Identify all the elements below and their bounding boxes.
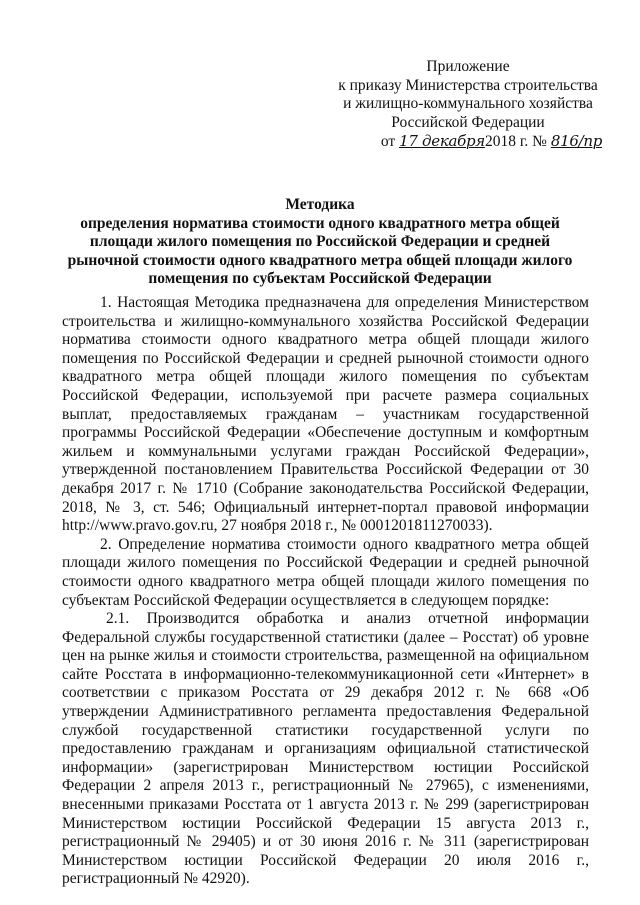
paragraph-1: 1. Настоящая Методика предназначена для определения Министерством строительства и жилищно-коммунального хозяйства Российской Федерации норматива стоимости одного квадратного метра общей площади жилого помещения по Российской Федерации и средней рыночной стоимости одного квадратного метра общей площади жилого помещения по субъектам Российской Федерации, используемой при расчете размера социальных выплат, предоставляемых гражданам – участникам государственной программы Российской Федерации «Обеспечение доступным и комфортным жильем и коммунальными услугами граждан Российской Федерации», утвержденной постановлением Правительства Российской Федерации от 30 декабря 2017 г. № 1710 (Собрание законодательства Российской Федерации, 2018, № 3, ст. 546; Официальный интернет-портал правовой информации http://www.pravo.gov.ru, 27 ноября 2018 г., № 0001201811270033). xyxy=(62,294,589,535)
annex-header xyxy=(318,58,618,152)
number-prefix: № xyxy=(532,133,547,151)
paragraph-2-1: 2.1. Производится обработка и анализ отчетной информации Федеральной службы государственной статистики (далее – Росстат) об уровне цен на рынке жилья и стоимости строительства, размещенной на официальном сайте Росстата в информационно-телекоммуникационной сети «Интернет» в соответствии с приказом Росстата от 29 декабря 2012 г. № 668 «Об утверждении Административного регламента предоставления Федеральной службой государственной статистики государственной услуги по предоставлению гражданам и организациям официальной статистической информации» (зарегистрирован Министерством юстиции Российской Федерации 2 апреля 2013 г., регистрационный № 27965), с изменениями, внесенными приказами Росстата от 1 августа 2013 г. № 299 (зарегистрирован Министерством юстиции Российской Федерации 15 августа 2013 г., регистрационный № 29405) и от 30 июня 2016 г. № 311 (зарегистрирован Министерством юстиции Российской Федерации 20 июля 2016 г., регистрационный № 42920). xyxy=(62,610,589,888)
order-date-line xyxy=(318,132,618,152)
annex-country-line: Российской Федерации xyxy=(391,113,545,131)
date-year: 2018 г. xyxy=(484,133,529,151)
document-title xyxy=(60,196,580,289)
paragraph-2: 2. Определение норматива стоимости одного квадратного метра общей площади жилого помещения по Российской Федерации и средней рыночной стоимости одного квадратного метра общей площади жилого помещения по субъектам Российской Федерации осуществляется в следующем порядке: xyxy=(62,535,589,609)
handwritten-order-number: 816/пр xyxy=(550,132,602,151)
annex-label: Приложение xyxy=(426,58,510,75)
handwritten-date: 17 декабря xyxy=(399,132,485,151)
date-prefix: от xyxy=(380,133,396,151)
title-subheading: определения норматива стоимости одного квадратного метра общей площади жилого помещения по Российской Федерации и средней рыночной стоимости одного квадратного метра общей площади жилого помещения по субъектам Российской Федерации xyxy=(67,214,573,288)
annex-ministry-line: и жилищно-коммунального хозяйства xyxy=(343,95,593,113)
document-body xyxy=(62,294,589,889)
annex-order-line: к приказу Министерства строительства xyxy=(338,76,598,94)
title-heading: Методика xyxy=(285,196,355,213)
